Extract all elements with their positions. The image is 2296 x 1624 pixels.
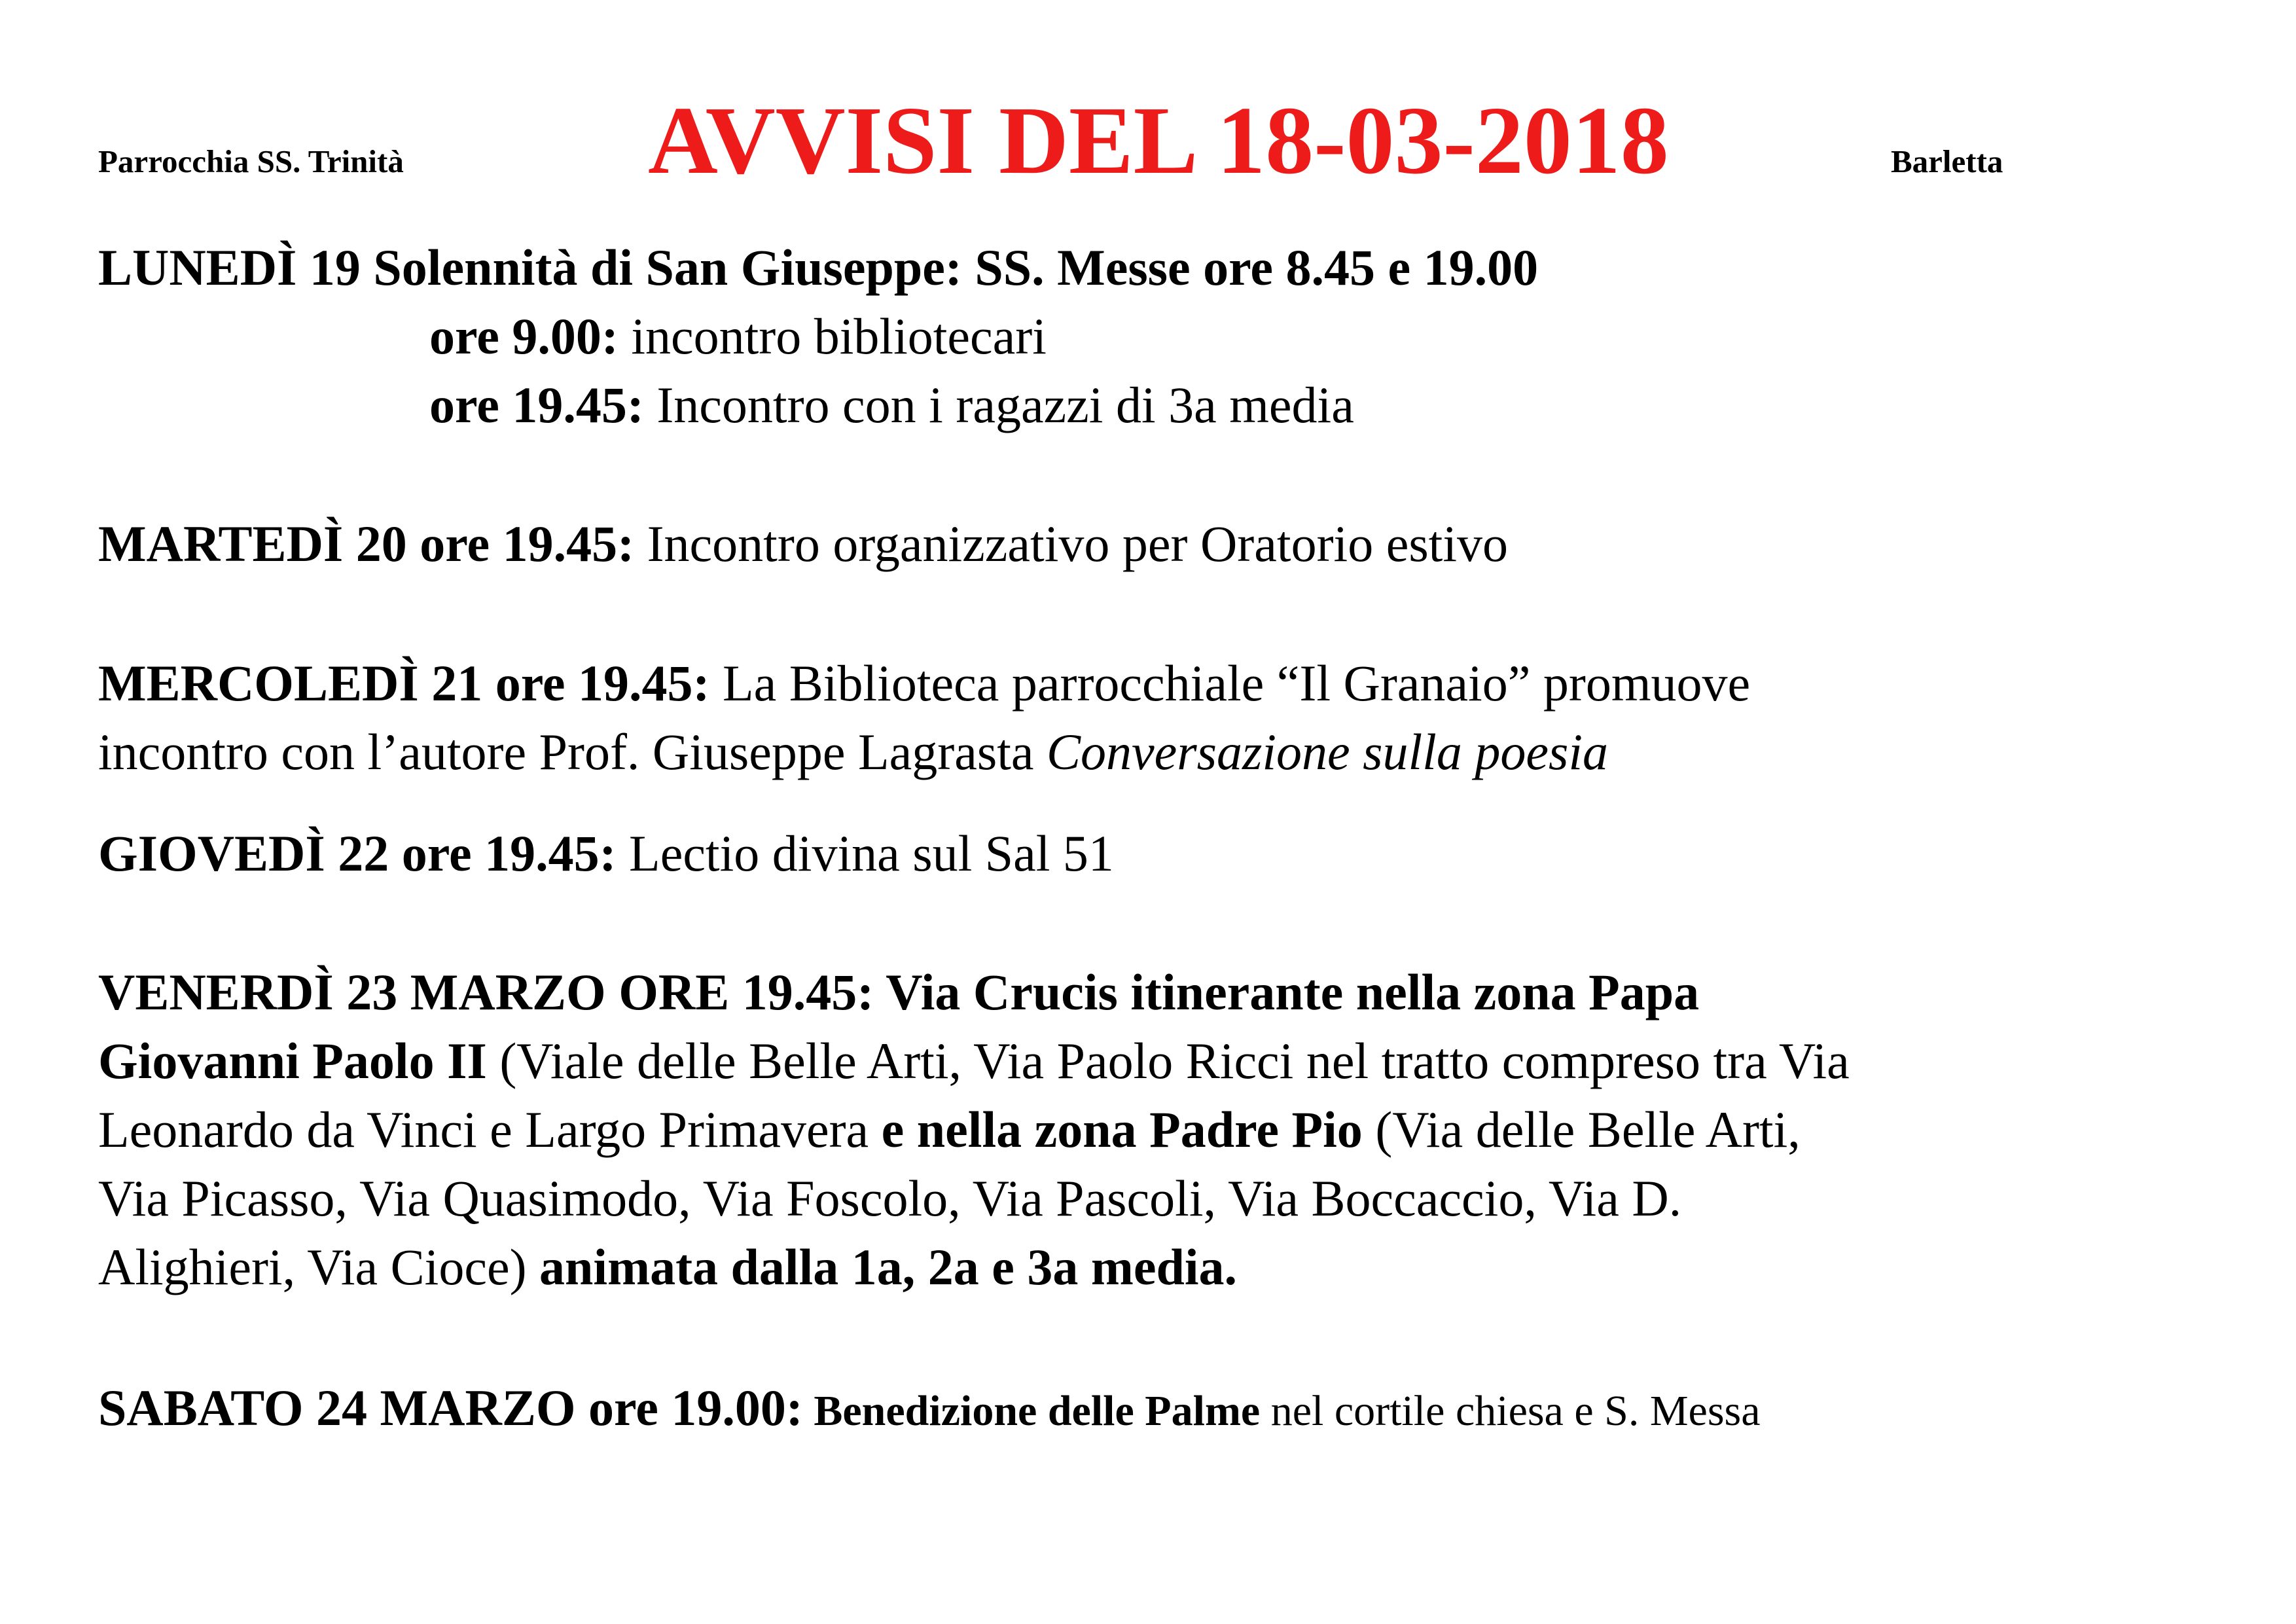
friday-animated-by: animata dalla 1a, 2a e 3a media. <box>539 1238 1238 1295</box>
monday-item-1 <box>429 308 1047 365</box>
saturday-blessing: Benedizione delle Palme <box>802 1387 1261 1435</box>
city-name: Barletta <box>1891 143 2003 179</box>
friday-zone-2: e nella zona Padre Pio <box>881 1101 1363 1158</box>
wednesday-text-2: incontro con l’autore Prof. Giuseppe Lagrasta <box>98 723 1047 780</box>
friday-line-4: Via Picasso, Via Quasimodo, Via Foscolo, Via Pascoli, Via Boccaccio, Via D. <box>98 1170 1682 1227</box>
saturday-notice <box>98 1379 1761 1436</box>
monday-item-2 <box>429 376 1354 433</box>
wednesday-heading: MERCOLEDÌ 21 ore 19.45: <box>98 655 710 712</box>
thursday-text: Lectio divina sul Sal 51 <box>616 825 1114 882</box>
thursday-notice <box>98 825 1114 882</box>
friday-line-2-text: (Viale delle Belle Arti, Via Paolo Ricci nel tratto compreso tra Via <box>486 1032 1850 1089</box>
wednesday-talk-title: Conversazione sulla poesia <box>1047 723 1608 780</box>
tuesday-text: Incontro organizzativo per Oratorio estivo <box>634 515 1509 572</box>
friday-zone-1: Giovanni Paolo II <box>98 1032 487 1089</box>
friday-line-2 <box>98 1032 1850 1089</box>
wednesday-notice-line-1 <box>98 655 1751 712</box>
friday-line-5 <box>98 1238 1238 1295</box>
monday-item-2-time: ore 19.45: <box>429 376 644 433</box>
monday-heading: LUNEDÌ 19 Solennità di San Giuseppe: SS. Messe ore 8.45 e 19.00 <box>98 239 1539 296</box>
friday-line-3-text-2: (Via delle Belle Arti, <box>1362 1101 1801 1158</box>
monday-item-1-time: ore 9.00: <box>429 308 619 365</box>
friday-line-5-text: Alighieri, Via Cioce) <box>98 1238 540 1295</box>
tuesday-notice <box>98 515 1509 572</box>
friday-line-3 <box>98 1101 1801 1158</box>
page-title: AVVISI DEL 18-03-2018 <box>648 87 1669 194</box>
monday-item-1-text: incontro bibliotecari <box>618 308 1047 365</box>
parish-name: Parrocchia SS. Trinità <box>98 143 404 179</box>
saturday-heading: SABATO 24 MARZO ore 19.00: <box>98 1379 803 1436</box>
tuesday-heading: MARTEDÌ 20 ore 19.45: <box>98 515 635 572</box>
saturday-text: nel cortile chiesa e S. Messa <box>1260 1387 1761 1435</box>
friday-line-3-text: Leonardo da Vinci e Largo Primavera <box>98 1101 882 1158</box>
wednesday-text-1: La Biblioteca parrocchiale “Il Granaio” promuove <box>709 655 1751 712</box>
monday-item-2-text: Incontro con i ragazzi di 3a media <box>643 376 1354 433</box>
thursday-heading: GIOVEDÌ 22 ore 19.45: <box>98 825 617 882</box>
wednesday-notice-line-2 <box>98 723 1608 780</box>
friday-line-1: VENERDÌ 23 MARZO ORE 19.45: Via Crucis itinerante nella zona Papa <box>98 964 1700 1020</box>
